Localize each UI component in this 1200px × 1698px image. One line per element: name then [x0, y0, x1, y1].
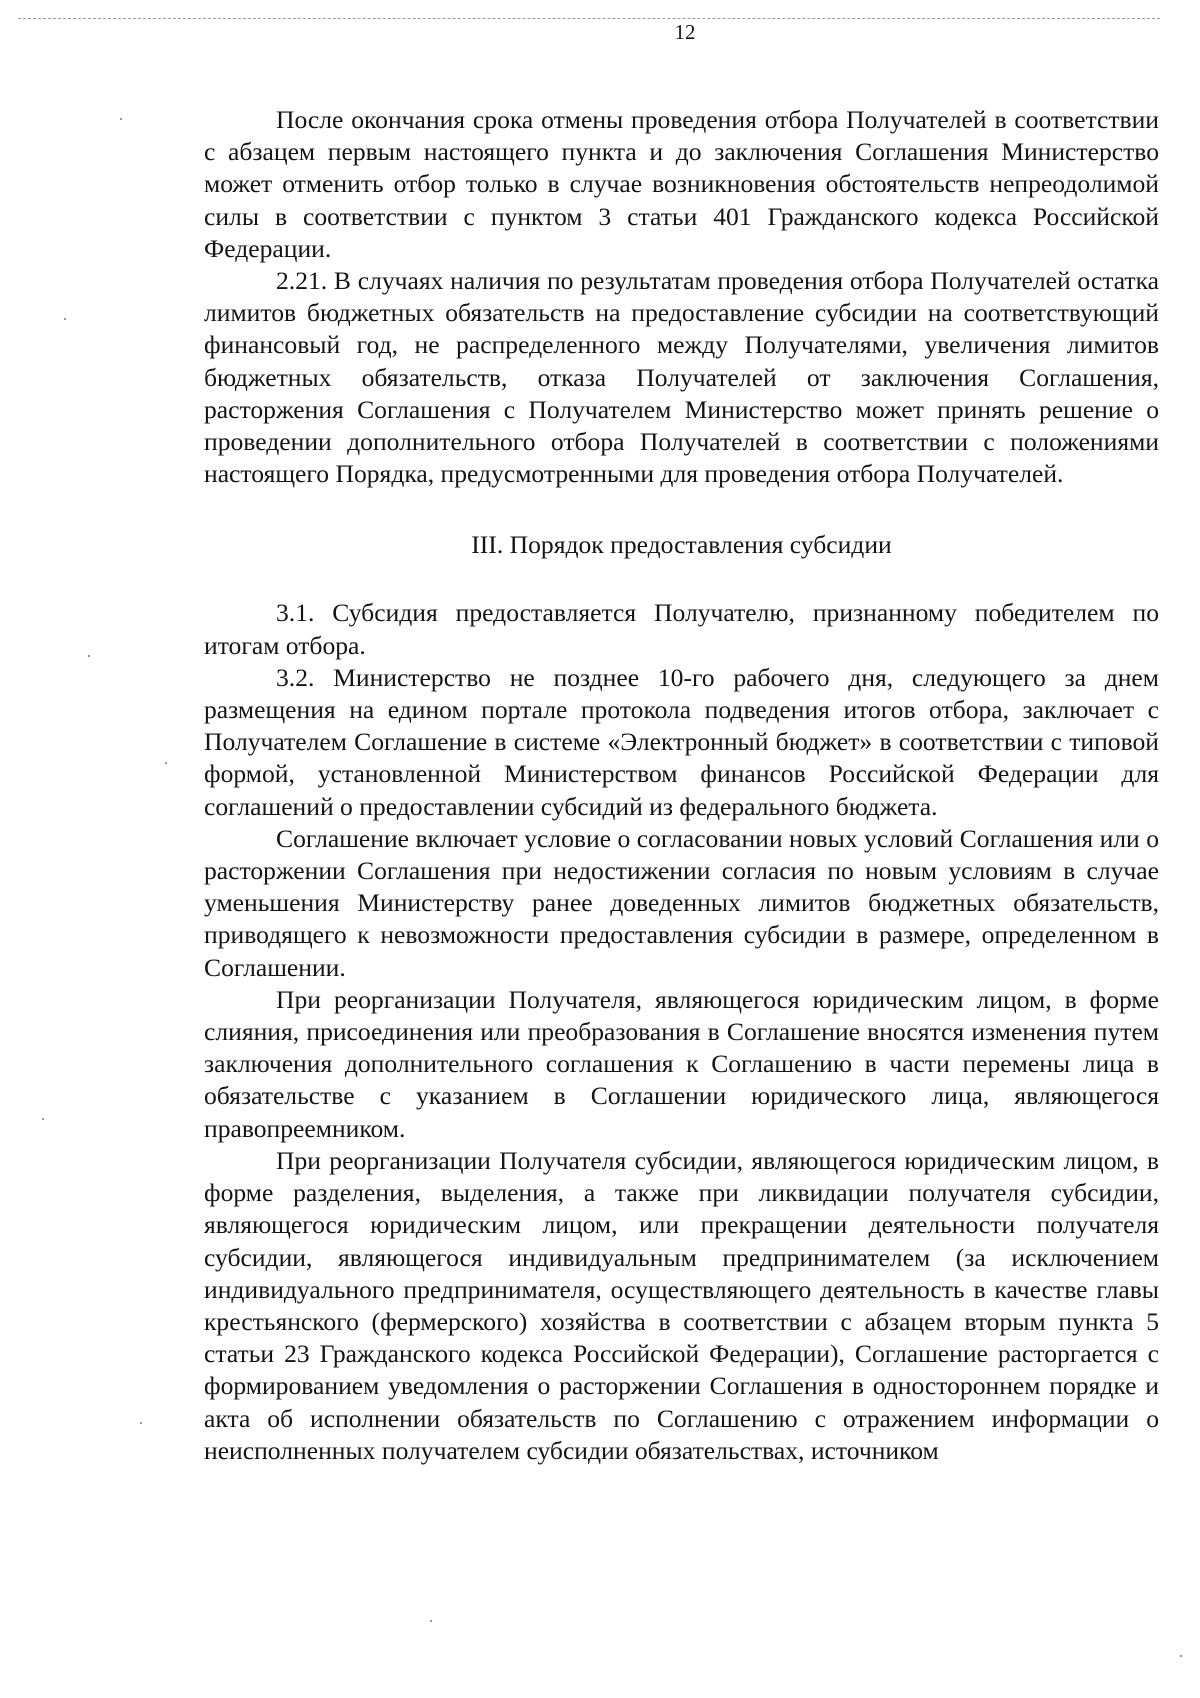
- paragraph-3-1: 3.1. Субсидия предоставляется Получателю, признанному победителем по итогам отбора.: [204, 598, 1159, 660]
- paragraph-reorganization-division: При реорганизации Получателя субсидии, являющегося юридическим лицом, в форме разделения, выделения, а также при ликвидации получателя субсидии, являющегося юридическим лицом, или прекращении деятельности получателя субсидии, являющегося индивидуальным предпринимателем (за исключением индивидуального предпринимателя, осуществляющего деятельность в качестве главы крестьянского (фермерского) хозяйства в соответствии с абзацем вторым пункта 5 статьи 23 Гражданского кодекса Российской Федерации), Соглашение расторгается с формированием уведомления о расторжении Соглашения в одностороннем порядке и акта об исполнении обязательств по Соглашению с отражением информации о неисполненных получателем субсидии обязательствах, источником: [204, 1145, 1159, 1465]
- scan-speck: [42, 1118, 44, 1120]
- section-heading: III. Порядок предоставления субсидии: [471, 530, 892, 560]
- scan-speck: [88, 655, 90, 657]
- document-body: [204, 104, 1159, 1467]
- scan-speck: [165, 762, 167, 764]
- page-number: 12: [674, 20, 696, 44]
- scan-speck: [140, 1422, 142, 1424]
- scan-speck: [64, 318, 66, 320]
- paragraph-3-2: 3.2. Министерство не позднее 10-го рабочего дня, следующего за днем размещения на едином портале протокола подведения итогов отбора, заключает с Получателем Соглашение в системе «Электронный бюджет» в соответствии с типовой формой, установленной Министерством финансов Российской Федерации для соглашений о предоставлении субсидий из федерального бюджета.: [204, 662, 1159, 821]
- scan-top-border: [18, 18, 1160, 19]
- scan-speck: [1180, 1655, 1182, 1657]
- scan-speck: [430, 1620, 432, 1622]
- paragraph-cancellation-after-deadline: После окончания срока отмены проведения отбора Получателей в соответствии с абзацем первым настоящего пункта и до заключения Соглашения Министерство может отменить отбор только в случае возникновения обстоятельств непреодолимой силы в соответствии с пунктом 3 статьи 401 Гражданского кодекса Российской Федерации.: [204, 105, 1159, 263]
- paragraph-2-21-additional-selection: 2.21. В случаях наличия по результатам проведения отбора Получателей остатка лимитов бюджетных обязательств на предоставление субсидии на соответствующий финансовый год, не распределенного между Получателями, увеличения лимитов бюджетных обязательств, отказа Получателей от заключения Соглашения, расторжения Соглашения с Получателем Министерство может принять решение о проведении дополнительного отбора Получателей в соответствии с положениями настоящего Порядка, предусмотренными для проведения отбора Получателей.: [204, 266, 1159, 489]
- paragraph-agreement-conditions: Соглашение включает условие о согласовании новых условий Соглашения или о расторжении Соглашения при недостижении согласия по новым условиям в случае уменьшения Министерству ранее доведенных лимитов бюджетных обязательств, приводящего к невозможности предоставления субсидии в размере, определенном в Соглашении.: [204, 823, 1159, 982]
- paragraph-reorganization-merger: При реорганизации Получателя, являющегося юридическим лицом, в форме слияния, присоединения или преобразования в Соглашение вносятся изменения путем заключения дополнительного соглашения к Соглашению в части перемены лица в обязательстве с указанием в Соглашении юридического лица, являющегося правопреемником.: [204, 984, 1159, 1143]
- scan-speck: [120, 118, 122, 120]
